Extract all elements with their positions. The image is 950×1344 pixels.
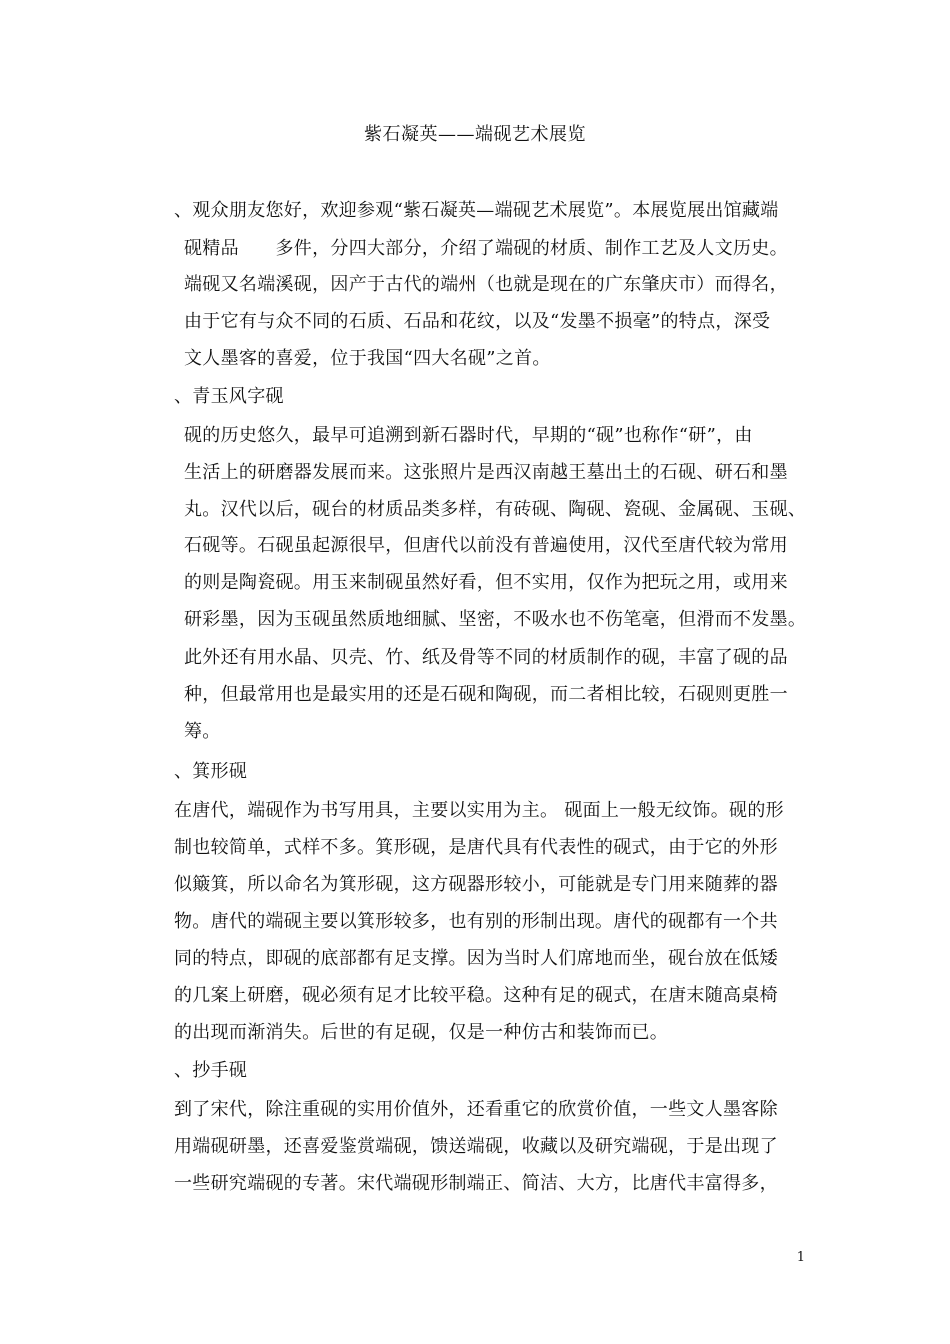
paragraph-line: 的出现而渐消失。后世的有足砚，仅是一种仿古和装饰而已。 [174, 1022, 669, 1043]
paragraph-line: 用端砚研墨，还喜爱鉴赏端砚，馈送端砚，收藏以及研究端砚，于是出现了 [174, 1136, 778, 1157]
paragraph-line: 的则是陶瓷砚。用玉来制砚虽然好看，但不实用，仅作为把玩之用，或用来 [184, 572, 788, 593]
section-heading: 、抄手砚 [174, 1060, 248, 1081]
paragraph-line: 砚的历史悠久，最早可追溯到新石器时代，早期的“砚”也称作“研”，由 [184, 425, 753, 446]
page-number: 1 [796, 1250, 805, 1265]
paragraph-line: 一些研究端砚的专著。宋代端砚形制端正、简洁、大方，比唐代丰富得多， [174, 1173, 778, 1194]
paragraph-line: 到了宋代，除注重砚的实用价值外，还看重它的欣赏价值，一些文人墨客除 [174, 1099, 778, 1120]
paragraph-line: 砚精品 多件，分四大部分，介绍了端砚的材质、制作工艺及人文历史。 [184, 238, 788, 259]
paragraph-line: 生活上的研磨器发展而来。这张照片是西汉南越王墓出土的石砚、研石和墨 [184, 462, 788, 483]
paragraph-line: 物。唐代的端砚主要以箕形较多，也有别的形制出现。唐代的砚都有一个共 [174, 911, 778, 932]
paragraph-line: 丸。汉代以后，砚台的材质品类多样，有砖砚、陶砚、瓷砚、金属砚、玉砚、 [184, 499, 807, 520]
paragraph-line: 在唐代，端砚作为书写用具，主要以实用为主。 砚面上一般无纹饰。砚的形 [174, 800, 784, 821]
paragraph-line: 石砚等。石砚虽起源很早，但唐代以前没有普遍使用，汉代至唐代较为常用 [184, 535, 788, 556]
paragraph-line: 种，但最常用也是最实用的还是石砚和陶砚，而二者相比较，石砚则更胜一 [184, 684, 788, 705]
paragraph-line: 似簸箕，所以命名为箕形砚，这方砚器形较小，可能就是专门用来随葬的器 [174, 874, 778, 895]
paragraph-line: 端砚又名端溪砚，因产于古代的端州（也就是现在的广东肇庆市）而得名， [184, 274, 788, 295]
paragraph-line: 此外还有用水晶、贝壳、竹、纸及骨等不同的材质制作的砚，丰富了砚的品 [184, 647, 788, 668]
paragraph-line: 的几案上研磨，砚必须有足才比较平稳。这种有足的砚式，在唐末随高桌椅 [174, 985, 778, 1006]
paragraph-line: 、观众朋友您好，欢迎参观“紫石凝英—端砚艺术展览”。本展览展出馆藏端 [174, 200, 779, 221]
section-heading: 、青玉风字砚 [174, 386, 284, 407]
paragraph-line: 研彩墨，因为玉砚虽然质地细腻、坚密，不吸水也不伤笔毫，但滑而不发墨。 [184, 609, 807, 630]
paragraph-line: 制也较简单，式样不多。箕形砚，是唐代具有代表性的砚式，由于它的外形 [174, 837, 778, 858]
paragraph-line: 筹。 [184, 721, 221, 742]
paragraph-line: 由于它有与众不同的石质、石品和花纹，以及“发墨不损毫”的特点，深受 [184, 311, 771, 332]
document-title: 紫石凝英——端砚艺术展览 [364, 124, 586, 145]
section-heading: 、箕形砚 [174, 761, 248, 782]
paragraph-line: 同的特点，即砚的底部都有足支撑。因为当时人们席地而坐，砚台放在低矮 [174, 948, 778, 969]
paragraph-line: 文人墨客的喜爱，位于我国“四大名砚”之首。 [184, 348, 551, 369]
